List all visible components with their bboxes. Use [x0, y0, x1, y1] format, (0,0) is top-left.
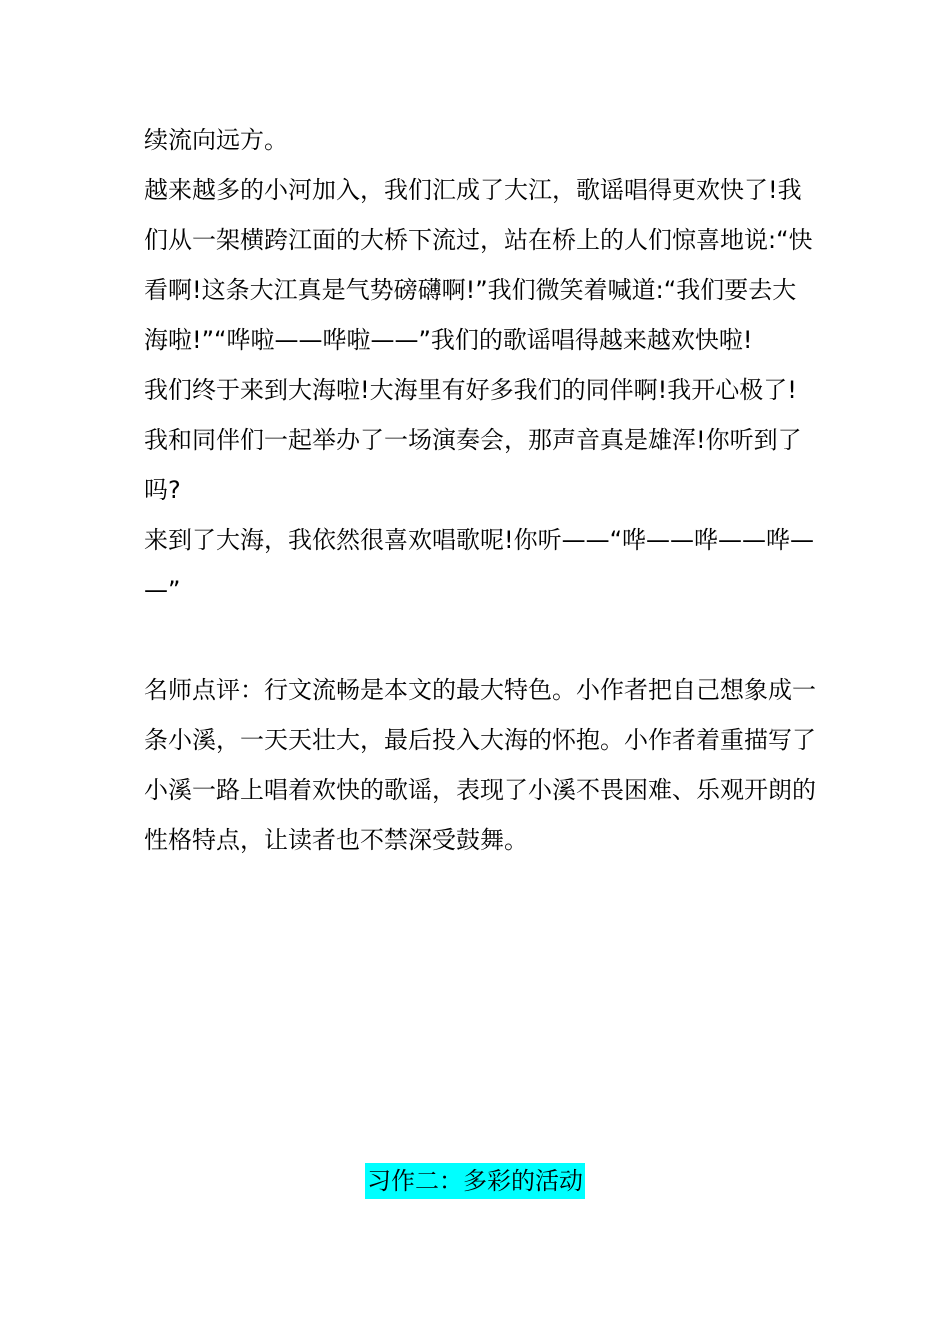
story-line: —” — [144, 576, 181, 604]
story-line: 续流向远方。 — [144, 126, 288, 154]
story-line: 越来越多的小河加入，我们汇成了大江，歌谣唱得更欢快了!我 — [144, 176, 802, 204]
section-heading: 习作二：多彩的活动 — [365, 1163, 585, 1199]
story-line: 看啊!这条大江真是气势磅礴啊!”我们微笑着喊道:“我们要去大 — [144, 276, 797, 304]
story-line: 我和同伴们一起举办了一场演奏会，那声音真是雄浑!你听到了 — [144, 426, 802, 454]
story-line: 们从一架横跨江面的大桥下流过，站在桥上的人们惊喜地说:“快 — [144, 226, 813, 254]
section-heading-wrapper — [0, 1163, 950, 1199]
story-line: 我们终于来到大海啦!大海里有好多我们的同伴啊!我开心极了! — [144, 376, 797, 404]
review-line: 小溪一路上唱着欢快的歌谣，表现了小溪不畏困难、乐观开朗的 — [144, 776, 816, 804]
review-line: 条小溪，一天天壮大，最后投入大海的怀抱。小作者着重描写了 — [144, 726, 816, 754]
story-line: 来到了大海，我依然很喜欢唱歌呢!你听——“哗——哗——哗— — [144, 526, 815, 554]
review-line: 名师点评：行文流畅是本文的最大特色。小作者把自己想象成一 — [144, 676, 816, 704]
story-line: 吗? — [144, 476, 181, 504]
story-line: 海啦!”“哗啦——哗啦——”我们的歌谣唱得越来越欢快啦! — [144, 326, 753, 354]
review-line: 性格特点，让读者也不禁深受鼓舞。 — [144, 826, 528, 854]
